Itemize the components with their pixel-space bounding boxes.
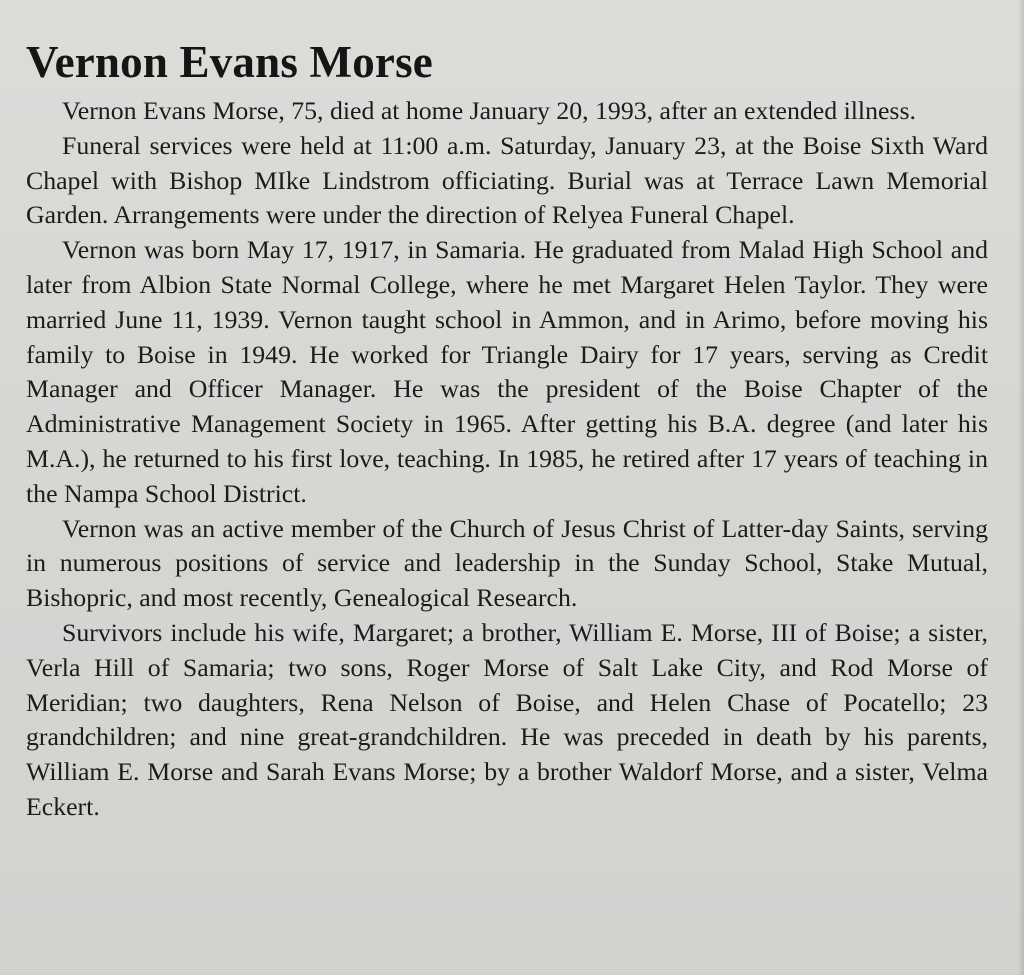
paragraph-death-notice: Vernon Evans Morse, 75, died at home January 20, 1993, after an extended illness. (62, 96, 916, 125)
paragraph-funeral-services: Funeral services were held at 11:00 a.m. Saturday, January 23, at the Boise Sixth Ward Chapel with Bishop MIke Lindstrom officiating. Burial was at Terrace Lawn Memorial Garden. Arrangements were under the direction of Relyea Funeral Chapel. (26, 130, 988, 230)
obituary-headline: Vernon Evans Morse (26, 37, 433, 87)
paragraph-survivors: Survivors include his wife, Margaret; a brother, William E. Morse, III of Boise; a sister, Verla Hill of Samaria; two sons, Roger Morse of Salt Lake City, and Rod Morse of Meridian; two daughters, Rena Nelson of Boise, and Helen Chase of Pocatello; 23 grandchildren; and nine great-grandchildren. He was preceded in death by his parents, William E. Morse and Sarah Evans Morse; by a brother Waldorf Morse, and a sister, Velma Eckert. (26, 617, 988, 821)
paper-edge-shadow (1018, 0, 1024, 975)
paragraph-church-service: Vernon was an active member of the Church of Jesus Christ of Latter-day Saints, serving in numerous positions of service and leadership in the Sunday School, Stake Mutual, Bishopric, and most recently, Genealogical Research. (26, 513, 988, 613)
paragraph-biography: Vernon was born May 17, 1917, in Samaria. He graduated from Malad High School and later from Albion State Normal College, where he met Margaret Helen Taylor. They were married June 11, 1939. Vernon taught school in Ammon, and in Arimo, before moving his family to Boise in 1949. He worked for Triangle Dairy for 17 years, serving as Credit Manager and Officer Manager. He was the president of the Boise Chapter of the Administrative Management Society in 1965. After getting his B.A. degree (and later his M.A.), he returned to his first love, teaching. In 1985, he retired after 17 years of teaching in the Nampa School District. (26, 235, 988, 508)
